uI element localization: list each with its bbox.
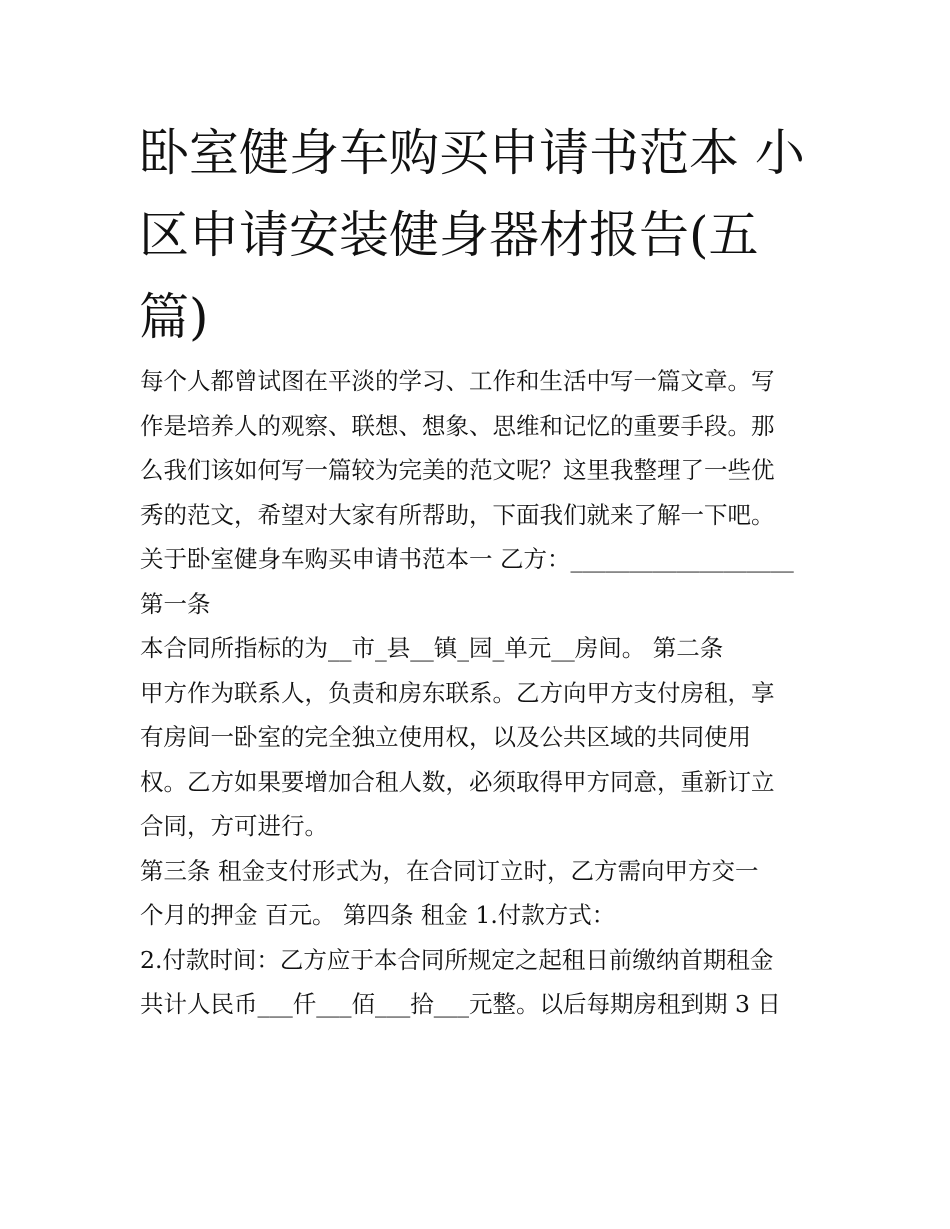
body-line: 权。乙方如果要增加合租人数，必须取得甲方同意，重新订立 <box>140 767 775 796</box>
body-line: 甲方作为联系人，负责和房东联系。乙方向甲方支付房租，享 <box>140 678 775 707</box>
body-line: 个月的押金 百元。 第四条 租金 1.付款方式： <box>140 901 616 929</box>
body-line: 2.付款时间：乙方应于本合同所规定之起租日前缴纳首期租金 <box>140 945 774 974</box>
body-line: 本合同所指标的为__市_县__镇_园_单元__房间。 第二条 <box>140 634 724 662</box>
body-line: 合同，方可进行。 <box>140 812 328 840</box>
title-line: 卧室健身车购买申请书范本 小 <box>139 124 805 182</box>
document-title <box>139 112 829 358</box>
body-line: 秀的范文，希望对大家有所帮助，下面我们就来了解一下吧。 <box>140 500 775 529</box>
body-line: 关于卧室健身车购买申请书范本一 乙方：___________________ <box>140 545 794 573</box>
title-line: 篇) <box>139 288 209 346</box>
body-line: 第三条 租金支付形式为，在合同订立时，乙方需向甲方交一 <box>140 856 759 885</box>
title-line: 区申请安装健身器材报告(五 <box>139 206 759 264</box>
body-line: 么我们该如何写一篇较为完美的范文呢？这里我整理了一些优 <box>140 456 775 484</box>
body-line: 每个人都曾试图在平淡的学习、工作和生活中写一篇文章。写 <box>140 367 775 395</box>
document-body <box>140 359 830 1027</box>
body-line: 有房间一卧室的完全独立使用权，以及公共区域的共同使用 <box>140 723 751 751</box>
body-line: 共计人民币___仟___佰___拾___元整。以后每期房租到期 3 日 <box>140 990 781 1018</box>
body-line: 第一条 <box>140 589 211 618</box>
body-line: 作是培养人的观察、联想、想象、思维和记忆的重要手段。那 <box>140 411 775 440</box>
